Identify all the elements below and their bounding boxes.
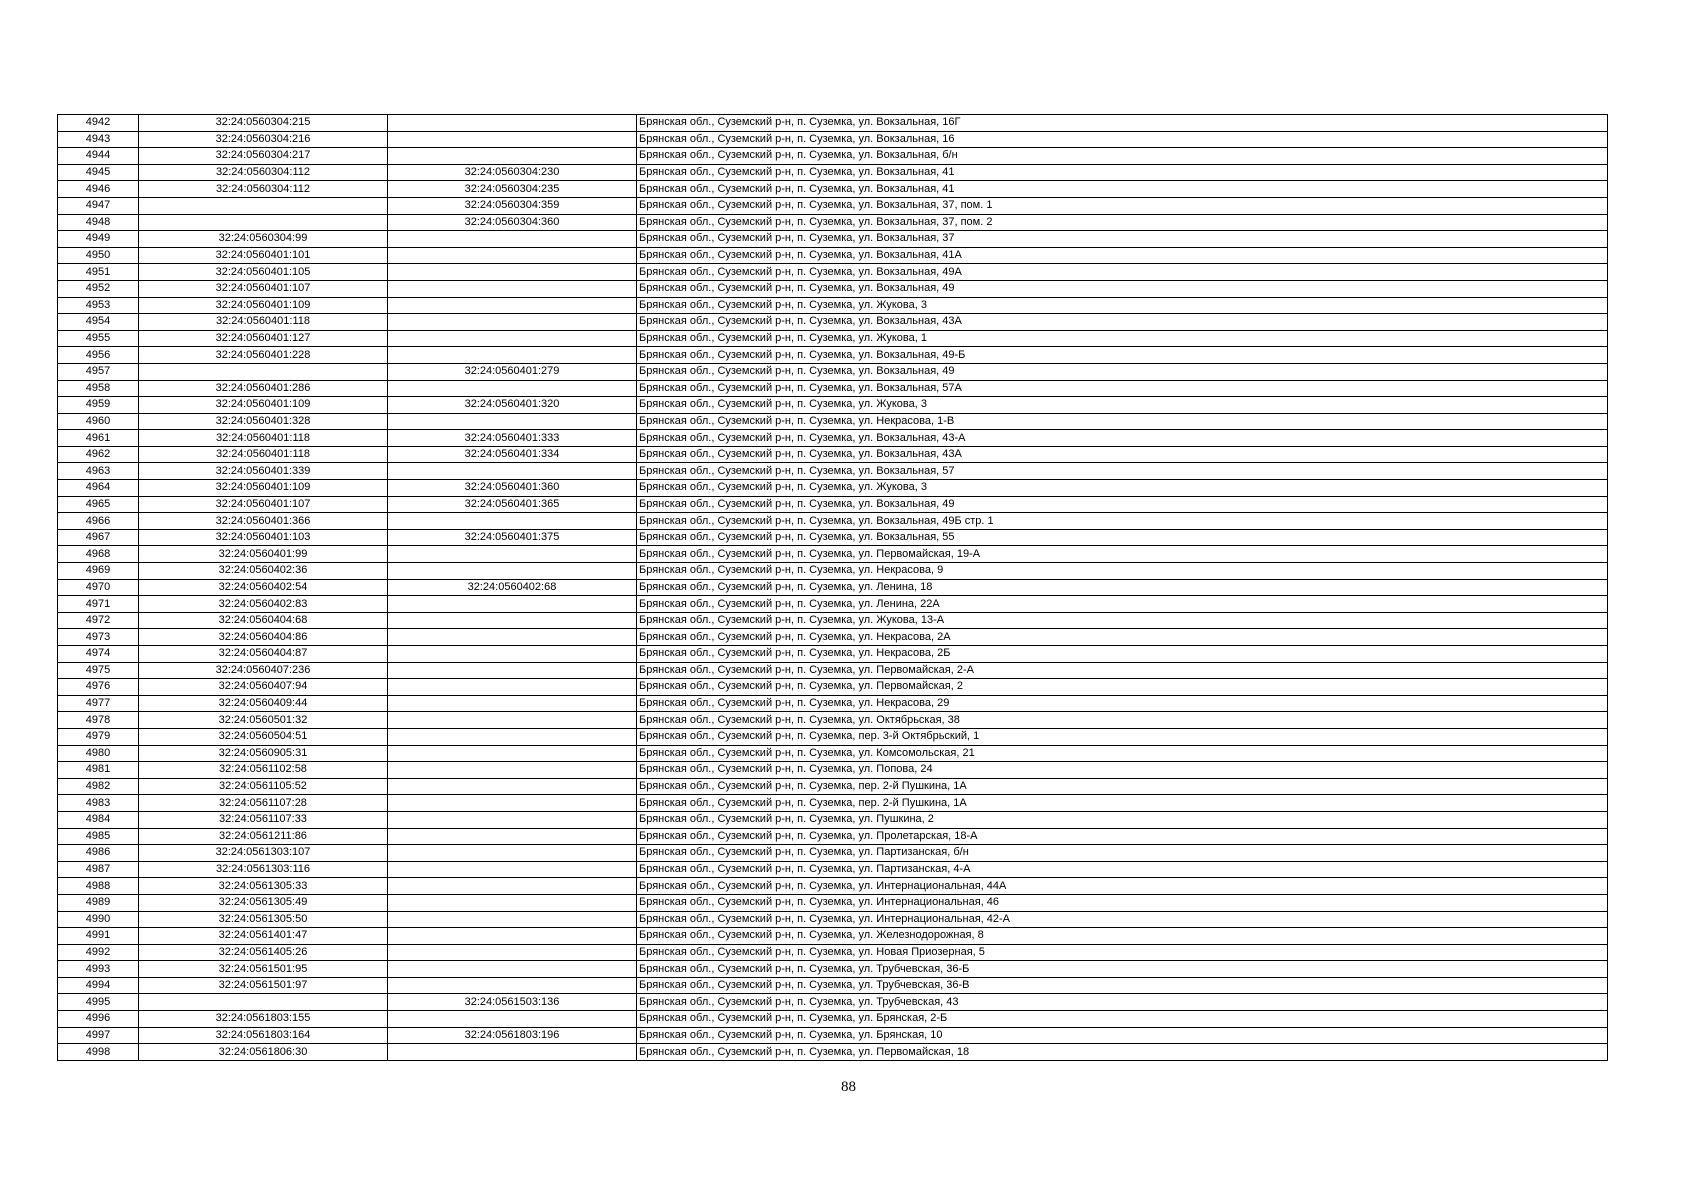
address-cell: Брянская обл., Суземский р-н, п. Суземка, ул. Первомайская, 2-А [637,662,1608,679]
linked-cadastral-number-cell: 32:24:0560401:375 [388,529,637,546]
row-number-cell: 4994 [58,977,139,994]
row-number-cell: 4996 [58,1011,139,1028]
linked-cadastral-number-cell [388,828,637,845]
cadastral-number-cell: 32:24:0561303:116 [139,861,388,878]
address-cell: Брянская обл., Суземский р-н, п. Суземка, ул. Первомайская, 18 [637,1044,1608,1061]
linked-cadastral-number-cell [388,679,637,696]
address-cell: Брянская обл., Суземский р-н, п. Суземка, ул. Жукова, 3 [637,297,1608,314]
table-row [58,629,1608,646]
table-row [58,762,1608,779]
cadastral-number-cell: 32:24:0560401:127 [139,330,388,347]
address-cell: Брянская обл., Суземский р-н, п. Суземка, ул. Трубчевская, 36-Б [637,961,1608,978]
table-row [58,480,1608,497]
cadastral-number-cell: 32:24:0560905:31 [139,745,388,762]
table-row [58,679,1608,696]
table-row [58,596,1608,613]
cadastral-number-cell: 32:24:0560401:107 [139,496,388,513]
table-row [58,861,1608,878]
table-row [58,612,1608,629]
row-number-cell: 4987 [58,861,139,878]
cadastral-table [57,114,1608,1061]
table-row [58,330,1608,347]
address-cell: Брянская обл., Суземский р-н, п. Суземка, ул. Первомайская, 19-А [637,546,1608,563]
address-cell: Брянская обл., Суземский р-н, п. Суземка, ул. Вокзальная, 43А [637,314,1608,331]
table-body [58,115,1608,1061]
linked-cadastral-number-cell [388,845,637,862]
cadastral-number-cell: 32:24:0561401:47 [139,928,388,945]
linked-cadastral-number-cell: 32:24:0560304:230 [388,164,637,181]
table-row [58,314,1608,331]
address-cell: Брянская обл., Суземский р-н, п. Суземка, ул. Вокзальная, 57 [637,463,1608,480]
table-row [58,961,1608,978]
table-row [58,463,1608,480]
table-row [58,297,1608,314]
row-number-cell: 4967 [58,529,139,546]
cadastral-number-cell: 32:24:0560402:36 [139,563,388,580]
table-row [58,579,1608,596]
cadastral-number-cell: 32:24:0560304:216 [139,131,388,148]
table-row [58,115,1608,132]
table-row [58,977,1608,994]
linked-cadastral-number-cell [388,563,637,580]
cadastral-number-cell: 32:24:0560401:118 [139,430,388,447]
linked-cadastral-number-cell [388,297,637,314]
cadastral-number-cell [139,994,388,1011]
address-cell: Брянская обл., Суземский р-н, п. Суземка, ул. Вокзальная, 49-Б [637,347,1608,364]
cadastral-number-cell: 32:24:0561803:155 [139,1011,388,1028]
cadastral-number-cell: 32:24:0560401:228 [139,347,388,364]
cadastral-number-cell: 32:24:0560401:109 [139,480,388,497]
cadastral-number-cell: 32:24:0561105:52 [139,778,388,795]
table-row [58,712,1608,729]
address-cell: Брянская обл., Суземский р-н, п. Суземка, ул. Вокзальная, 43А [637,446,1608,463]
address-cell: Брянская обл., Суземский р-н, п. Суземка, ул. Вокзальная, 49Б стр. 1 [637,513,1608,530]
table-row [58,1011,1608,1028]
linked-cadastral-number-cell [388,131,637,148]
table-row [58,828,1608,845]
table-row [58,247,1608,264]
address-cell: Брянская обл., Суземский р-н, п. Суземка, ул. Жукова, 3 [637,480,1608,497]
cadastral-number-cell: 32:24:0561211:86 [139,828,388,845]
table-row [58,546,1608,563]
cadastral-number-cell [139,197,388,214]
row-number-cell: 4970 [58,579,139,596]
cadastral-number-cell: 32:24:0561303:107 [139,845,388,862]
linked-cadastral-number-cell [388,612,637,629]
row-number-cell: 4973 [58,629,139,646]
address-cell: Брянская обл., Суземский р-н, п. Суземка, ул. Вокзальная, 41 [637,181,1608,198]
cadastral-number-cell: 32:24:0560401:118 [139,314,388,331]
cadastral-number-cell: 32:24:0561501:97 [139,977,388,994]
address-cell: Брянская обл., Суземский р-н, п. Суземка, ул. Вокзальная, 41А [637,247,1608,264]
table-row [58,845,1608,862]
row-number-cell: 4943 [58,131,139,148]
row-number-cell: 4974 [58,646,139,663]
row-number-cell: 4954 [58,314,139,331]
address-cell: Брянская обл., Суземский р-н, п. Суземка, ул. Интернациональная, 46 [637,894,1608,911]
cadastral-number-cell: 32:24:0561806:30 [139,1044,388,1061]
address-cell: Брянская обл., Суземский р-н, п. Суземка, ул. Новая Приозерная, 5 [637,944,1608,961]
row-number-cell: 4960 [58,413,139,430]
address-cell: Брянская обл., Суземский р-н, п. Суземка, ул. Жукова, 13-А [637,612,1608,629]
row-number-cell: 4975 [58,662,139,679]
table-row [58,878,1608,895]
linked-cadastral-number-cell: 32:24:0560402:68 [388,579,637,596]
linked-cadastral-number-cell [388,944,637,961]
linked-cadastral-number-cell: 32:24:0560304:235 [388,181,637,198]
table-row [58,563,1608,580]
linked-cadastral-number-cell [388,778,637,795]
address-cell: Брянская обл., Суземский р-н, п. Суземка, пер. 2-й Пушкина, 1А [637,778,1608,795]
row-number-cell: 4945 [58,164,139,181]
table-row [58,994,1608,1011]
table-row [58,380,1608,397]
row-number-cell: 4986 [58,845,139,862]
row-number-cell: 4992 [58,944,139,961]
row-number-cell: 4946 [58,181,139,198]
linked-cadastral-number-cell: 32:24:0560401:320 [388,397,637,414]
page-number: 88 [841,1079,856,1095]
linked-cadastral-number-cell: 32:24:0560401:334 [388,446,637,463]
table-row [58,811,1608,828]
cadastral-number-cell: 32:24:0560401:109 [139,297,388,314]
linked-cadastral-number-cell [388,795,637,812]
cadastral-number-cell: 32:24:0560404:87 [139,646,388,663]
row-number-cell: 4993 [58,961,139,978]
cadastral-number-cell: 32:24:0560409:44 [139,695,388,712]
row-number-cell: 4981 [58,762,139,779]
cadastral-number-cell: 32:24:0560304:112 [139,164,388,181]
address-cell: Брянская обл., Суземский р-н, п. Суземка, ул. Интернациональная, 44А [637,878,1608,895]
address-cell: Брянская обл., Суземский р-н, п. Суземка, ул. Вокзальная, 57А [637,380,1608,397]
row-number-cell: 4942 [58,115,139,132]
cadastral-number-cell: 32:24:0560401:103 [139,529,388,546]
row-number-cell: 4971 [58,596,139,613]
row-number-cell: 4969 [58,563,139,580]
table-row [58,131,1608,148]
cadastral-number-cell: 32:24:0560402:83 [139,596,388,613]
cadastral-number-cell: 32:24:0560401:109 [139,397,388,414]
table-row [58,347,1608,364]
linked-cadastral-number-cell: 32:24:0561803:196 [388,1027,637,1044]
row-number-cell: 4984 [58,811,139,828]
address-cell: Брянская обл., Суземский р-н, п. Суземка, ул. Вокзальная, 37, пом. 1 [637,197,1608,214]
linked-cadastral-number-cell [388,712,637,729]
table-row [58,944,1608,961]
linked-cadastral-number-cell [388,629,637,646]
cadastral-number-cell: 32:24:0560504:51 [139,728,388,745]
row-number-cell: 4983 [58,795,139,812]
address-cell: Брянская обл., Суземский р-н, п. Суземка, ул. Пролетарская, 18-А [637,828,1608,845]
table-row [58,911,1608,928]
table-row [58,795,1608,812]
linked-cadastral-number-cell: 32:24:0560401:360 [388,480,637,497]
table-row [58,197,1608,214]
address-cell: Брянская обл., Суземский р-н, п. Суземка, ул. Брянская, 2-Б [637,1011,1608,1028]
address-cell: Брянская обл., Суземский р-н, п. Суземка, ул. Жукова, 1 [637,330,1608,347]
table-row [58,778,1608,795]
row-number-cell: 4949 [58,231,139,248]
address-cell: Брянская обл., Суземский р-н, п. Суземка, ул. Некрасова, 29 [637,695,1608,712]
address-cell: Брянская обл., Суземский р-н, п. Суземка, ул. Трубчевская, 36-В [637,977,1608,994]
address-cell: Брянская обл., Суземский р-н, п. Суземка, ул. Ленина, 18 [637,579,1608,596]
table-row [58,363,1608,380]
row-number-cell: 4985 [58,828,139,845]
address-cell: Брянская обл., Суземский р-н, п. Суземка, ул. Вокзальная, 49 [637,363,1608,380]
cadastral-number-cell: 32:24:0560401:118 [139,446,388,463]
linked-cadastral-number-cell [388,662,637,679]
row-number-cell: 4964 [58,480,139,497]
address-cell: Брянская обл., Суземский р-н, п. Суземка, ул. Партизанская, 4-А [637,861,1608,878]
cadastral-number-cell: 32:24:0560401:101 [139,247,388,264]
cadastral-number-cell: 32:24:0560304:112 [139,181,388,198]
cadastral-number-cell: 32:24:0560404:86 [139,629,388,646]
row-number-cell: 4989 [58,894,139,911]
linked-cadastral-number-cell [388,695,637,712]
table-row [58,430,1608,447]
row-number-cell: 4944 [58,148,139,165]
row-number-cell: 4948 [58,214,139,231]
address-cell: Брянская обл., Суземский р-н, п. Суземка, ул. Интернациональная, 42-А [637,911,1608,928]
address-cell: Брянская обл., Суземский р-н, п. Суземка, ул. Вокзальная, 43-А [637,430,1608,447]
linked-cadastral-number-cell [388,231,637,248]
row-number-cell: 4988 [58,878,139,895]
cadastral-number-cell: 32:24:0560407:236 [139,662,388,679]
cadastral-number-cell: 32:24:0561405:26 [139,944,388,961]
table-row [58,745,1608,762]
linked-cadastral-number-cell [388,115,637,132]
document-table-container [57,114,1608,1061]
table-row [58,164,1608,181]
address-cell: Брянская обл., Суземский р-н, п. Суземка, ул. Жукова, 3 [637,397,1608,414]
cadastral-number-cell: 32:24:0561107:28 [139,795,388,812]
linked-cadastral-number-cell [388,314,637,331]
row-number-cell: 4962 [58,446,139,463]
address-cell: Брянская обл., Суземский р-н, п. Суземка, ул. Вокзальная, 49 [637,496,1608,513]
row-number-cell: 4997 [58,1027,139,1044]
linked-cadastral-number-cell [388,264,637,281]
table-row [58,513,1608,530]
cadastral-number-cell: 32:24:0560401:286 [139,380,388,397]
table-row [58,1044,1608,1061]
linked-cadastral-number-cell [388,513,637,530]
cadastral-number-cell: 32:24:0561305:50 [139,911,388,928]
address-cell: Брянская обл., Суземский р-н, п. Суземка, ул. Вокзальная, 37 [637,231,1608,248]
linked-cadastral-number-cell [388,961,637,978]
address-cell: Брянская обл., Суземский р-н, п. Суземка, ул. Вокзальная, б/н [637,148,1608,165]
linked-cadastral-number-cell [388,148,637,165]
cadastral-number-cell: 32:24:0560402:54 [139,579,388,596]
table-row [58,231,1608,248]
linked-cadastral-number-cell [388,1011,637,1028]
row-number-cell: 4959 [58,397,139,414]
table-row [58,446,1608,463]
linked-cadastral-number-cell [388,745,637,762]
cadastral-number-cell: 32:24:0560401:107 [139,280,388,297]
cadastral-number-cell: 32:24:0560401:105 [139,264,388,281]
table-row [58,148,1608,165]
table-row [58,529,1608,546]
row-number-cell: 4953 [58,297,139,314]
address-cell: Брянская обл., Суземский р-н, п. Суземка, ул. Партизанская, б/н [637,845,1608,862]
address-cell: Брянская обл., Суземский р-н, п. Суземка, пер. 2-й Пушкина, 1А [637,795,1608,812]
linked-cadastral-number-cell [388,330,637,347]
row-number-cell: 4977 [58,695,139,712]
cadastral-number-cell: 32:24:0560304:215 [139,115,388,132]
linked-cadastral-number-cell [388,811,637,828]
linked-cadastral-number-cell: 32:24:0560401:333 [388,430,637,447]
table-row [58,894,1608,911]
cadastral-number-cell [139,214,388,231]
address-cell: Брянская обл., Суземский р-н, п. Суземка, ул. Вокзальная, 55 [637,529,1608,546]
row-number-cell: 4956 [58,347,139,364]
table-row [58,728,1608,745]
row-number-cell: 4980 [58,745,139,762]
row-number-cell: 4995 [58,994,139,1011]
row-number-cell: 4966 [58,513,139,530]
linked-cadastral-number-cell [388,347,637,364]
address-cell: Брянская обл., Суземский р-н, п. Суземка, ул. Октябрьская, 38 [637,712,1608,729]
address-cell: Брянская обл., Суземский р-н, п. Суземка, пер. 3-й Октябрьский, 1 [637,728,1608,745]
cadastral-number-cell: 32:24:0560304:217 [139,148,388,165]
address-cell: Брянская обл., Суземский р-н, п. Суземка, ул. Брянская, 10 [637,1027,1608,1044]
cadastral-number-cell: 32:24:0560401:366 [139,513,388,530]
row-number-cell: 4955 [58,330,139,347]
linked-cadastral-number-cell: 32:24:0560304:360 [388,214,637,231]
row-number-cell: 4990 [58,911,139,928]
cadastral-number-cell: 32:24:0560404:68 [139,612,388,629]
linked-cadastral-number-cell [388,646,637,663]
row-number-cell: 4952 [58,280,139,297]
cadastral-number-cell: 32:24:0561803:164 [139,1027,388,1044]
linked-cadastral-number-cell [388,1044,637,1061]
linked-cadastral-number-cell [388,247,637,264]
cadastral-number-cell: 32:24:0561102:58 [139,762,388,779]
table-row [58,695,1608,712]
cadastral-number-cell: 32:24:0561501:95 [139,961,388,978]
cadastral-number-cell: 32:24:0561305:33 [139,878,388,895]
table-row [58,264,1608,281]
linked-cadastral-number-cell [388,894,637,911]
address-cell: Брянская обл., Суземский р-н, п. Суземка, ул. Ленина, 22А [637,596,1608,613]
table-row [58,280,1608,297]
row-number-cell: 4958 [58,380,139,397]
row-number-cell: 4972 [58,612,139,629]
row-number-cell: 4950 [58,247,139,264]
table-row [58,214,1608,231]
address-cell: Брянская обл., Суземский р-н, п. Суземка, ул. Трубчевская, 43 [637,994,1608,1011]
row-number-cell: 4982 [58,778,139,795]
cadastral-number-cell: 32:24:0560401:339 [139,463,388,480]
linked-cadastral-number-cell [388,861,637,878]
address-cell: Брянская обл., Суземский р-н, п. Суземка, ул. Попова, 24 [637,762,1608,779]
linked-cadastral-number-cell: 32:24:0560304:359 [388,197,637,214]
cadastral-number-cell: 32:24:0560501:32 [139,712,388,729]
row-number-cell: 4957 [58,363,139,380]
row-number-cell: 4991 [58,928,139,945]
address-cell: Брянская обл., Суземский р-н, п. Суземка, ул. Железнодорожная, 8 [637,928,1608,945]
address-cell: Брянская обл., Суземский р-н, п. Суземка, ул. Вокзальная, 49 [637,280,1608,297]
row-number-cell: 4998 [58,1044,139,1061]
linked-cadastral-number-cell [388,878,637,895]
linked-cadastral-number-cell [388,911,637,928]
linked-cadastral-number-cell: 32:24:0561503:136 [388,994,637,1011]
linked-cadastral-number-cell [388,977,637,994]
linked-cadastral-number-cell: 32:24:0560401:279 [388,363,637,380]
address-cell: Брянская обл., Суземский р-н, п. Суземка, ул. Первомайская, 2 [637,679,1608,696]
address-cell: Брянская обл., Суземский р-н, п. Суземка, ул. Пушкина, 2 [637,811,1608,828]
linked-cadastral-number-cell [388,463,637,480]
address-cell: Брянская обл., Суземский р-н, п. Суземка, ул. Некрасова, 1-В [637,413,1608,430]
linked-cadastral-number-cell [388,280,637,297]
linked-cadastral-number-cell [388,546,637,563]
row-number-cell: 4965 [58,496,139,513]
table-row [58,662,1608,679]
row-number-cell: 4961 [58,430,139,447]
table-row [58,181,1608,198]
cadastral-number-cell: 32:24:0561305:49 [139,894,388,911]
table-row [58,1027,1608,1044]
row-number-cell: 4978 [58,712,139,729]
address-cell: Брянская обл., Суземский р-н, п. Суземка, ул. Некрасова, 9 [637,563,1608,580]
row-number-cell: 4951 [58,264,139,281]
row-number-cell: 4976 [58,679,139,696]
table-row [58,496,1608,513]
row-number-cell: 4947 [58,197,139,214]
row-number-cell: 4968 [58,546,139,563]
cadastral-number-cell: 32:24:0560304:99 [139,231,388,248]
cadastral-number-cell [139,363,388,380]
table-row [58,413,1608,430]
address-cell: Брянская обл., Суземский р-н, п. Суземка, ул. Вокзальная, 49А [637,264,1608,281]
table-row [58,646,1608,663]
row-number-cell: 4963 [58,463,139,480]
linked-cadastral-number-cell: 32:24:0560401:365 [388,496,637,513]
address-cell: Брянская обл., Суземский р-н, п. Суземка, ул. Вокзальная, 16 [637,131,1608,148]
cadastral-number-cell: 32:24:0560401:99 [139,546,388,563]
linked-cadastral-number-cell [388,762,637,779]
row-number-cell: 4979 [58,728,139,745]
linked-cadastral-number-cell [388,596,637,613]
table-row [58,397,1608,414]
cadastral-number-cell: 32:24:0560407:94 [139,679,388,696]
address-cell: Брянская обл., Суземский р-н, п. Суземка, ул. Некрасова, 2Б [637,646,1608,663]
address-cell: Брянская обл., Суземский р-н, п. Суземка, ул. Вокзальная, 37, пом. 2 [637,214,1608,231]
table-row [58,928,1608,945]
cadastral-number-cell: 32:24:0561107:33 [139,811,388,828]
linked-cadastral-number-cell [388,413,637,430]
linked-cadastral-number-cell [388,928,637,945]
address-cell: Брянская обл., Суземский р-н, п. Суземка, ул. Некрасова, 2А [637,629,1608,646]
address-cell: Брянская обл., Суземский р-н, п. Суземка, ул. Вокзальная, 41 [637,164,1608,181]
linked-cadastral-number-cell [388,728,637,745]
address-cell: Брянская обл., Суземский р-н, п. Суземка, ул. Комсомольская, 21 [637,745,1608,762]
linked-cadastral-number-cell [388,380,637,397]
address-cell: Брянская обл., Суземский р-н, п. Суземка, ул. Вокзальная, 16Г [637,115,1608,132]
cadastral-number-cell: 32:24:0560401:328 [139,413,388,430]
